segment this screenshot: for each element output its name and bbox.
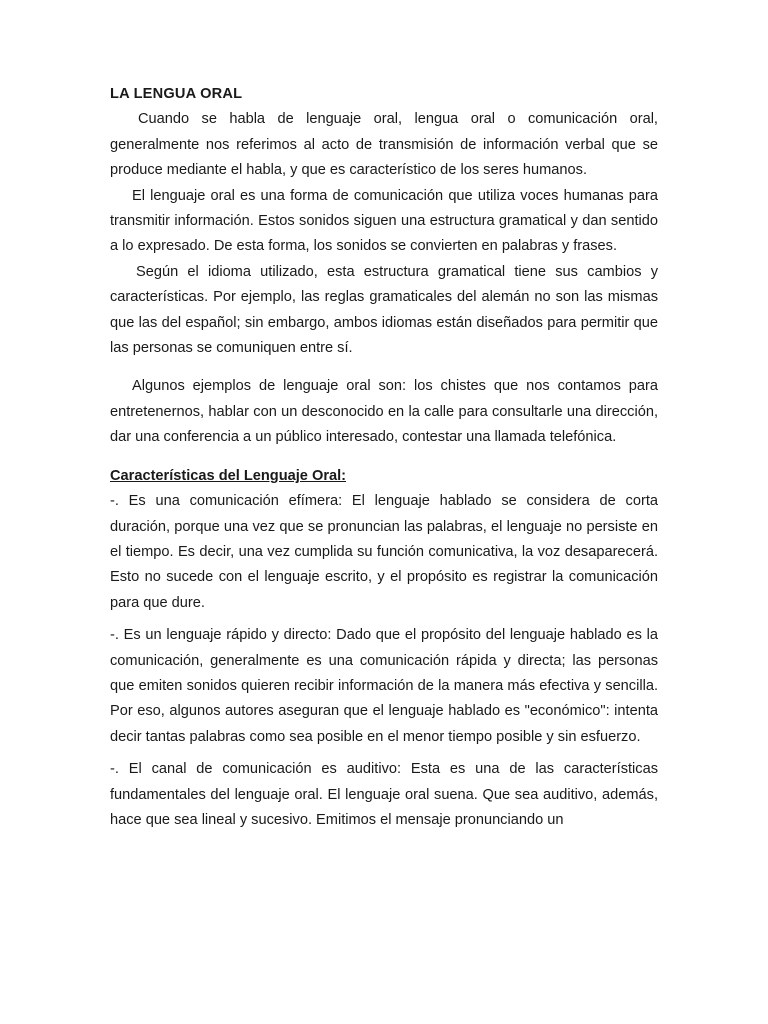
paragraph-grammar: Según el idioma utilizado, esta estructura gramatical tiene sus cambios y características. Por ejemplo, las reglas gramaticales del alemán no son las mismas que las del español; sin embargo, ambos idiomas están diseñados para permitir que las personas se comuniquen entre sí. [110,263,658,357]
characteristic-item: -. El canal de comunicación es auditivo: Esta es una de las características fundamentales del lenguaje oral. El lenguaje oral suena. Que sea auditivo, además, hace que sea lineal y sucesivo. Emitimos el mensaje pronunciando un [110,761,658,828]
section-heading: Características del Lenguaje Oral: [110,467,347,484]
characteristic-item: -. Es un lenguaje rápido y directo: Dado que el propósito del lenguaje hablado es la comunicación, generalmente es una comunicación rápida y directa; las personas que emiten sonidos quieren recibir información de la manera más efectiva y sencilla. Por eso, algunos autores aseguran que el lenguaje hablado es "económico": intenta decir tantas palabras como sea posible en el menor tiempo posible y sin esfuerzo. [110,627,658,745]
paragraph-oral-language: El lenguaje oral es una forma de comunicación que utiliza voces humanas para transmitir información. Estos sonidos siguen una estructura gramatical y dan sentido a lo expresado. De esta forma, los sonidos se convierten en palabras y frases. [110,187,658,255]
document-page [110,82,658,833]
characteristic-item: -. Es una comunicación efímera: El lenguaje hablado se considera de corta duración, porque una vez que se pronuncian las palabras, el lenguaje no persiste en el tiempo. Es decir, una vez cumplida su función comunicativa, la voz desaparecerá. Esto no sucede con el lenguaje escrito, y el propósito es registrar la comunicación para que dure. [110,493,658,611]
paragraph-examples: Algunos ejemplos de lenguaje oral son: los chistes que nos contamos para entretenernos, hablar con un desconocido en la calle para consultarle una dirección, dar una conferencia a un público interesado, contestar una llamada telefónica. [110,378,658,446]
paragraph-definition: Cuando se habla de lenguaje oral, lengua oral o comunicación oral, generalmente nos referimos al acto de transmisión de información verbal que se produce mediante el habla, y que es característico de los seres humanos. [110,111,658,179]
document-title: LA LENGUA ORAL [110,86,243,102]
